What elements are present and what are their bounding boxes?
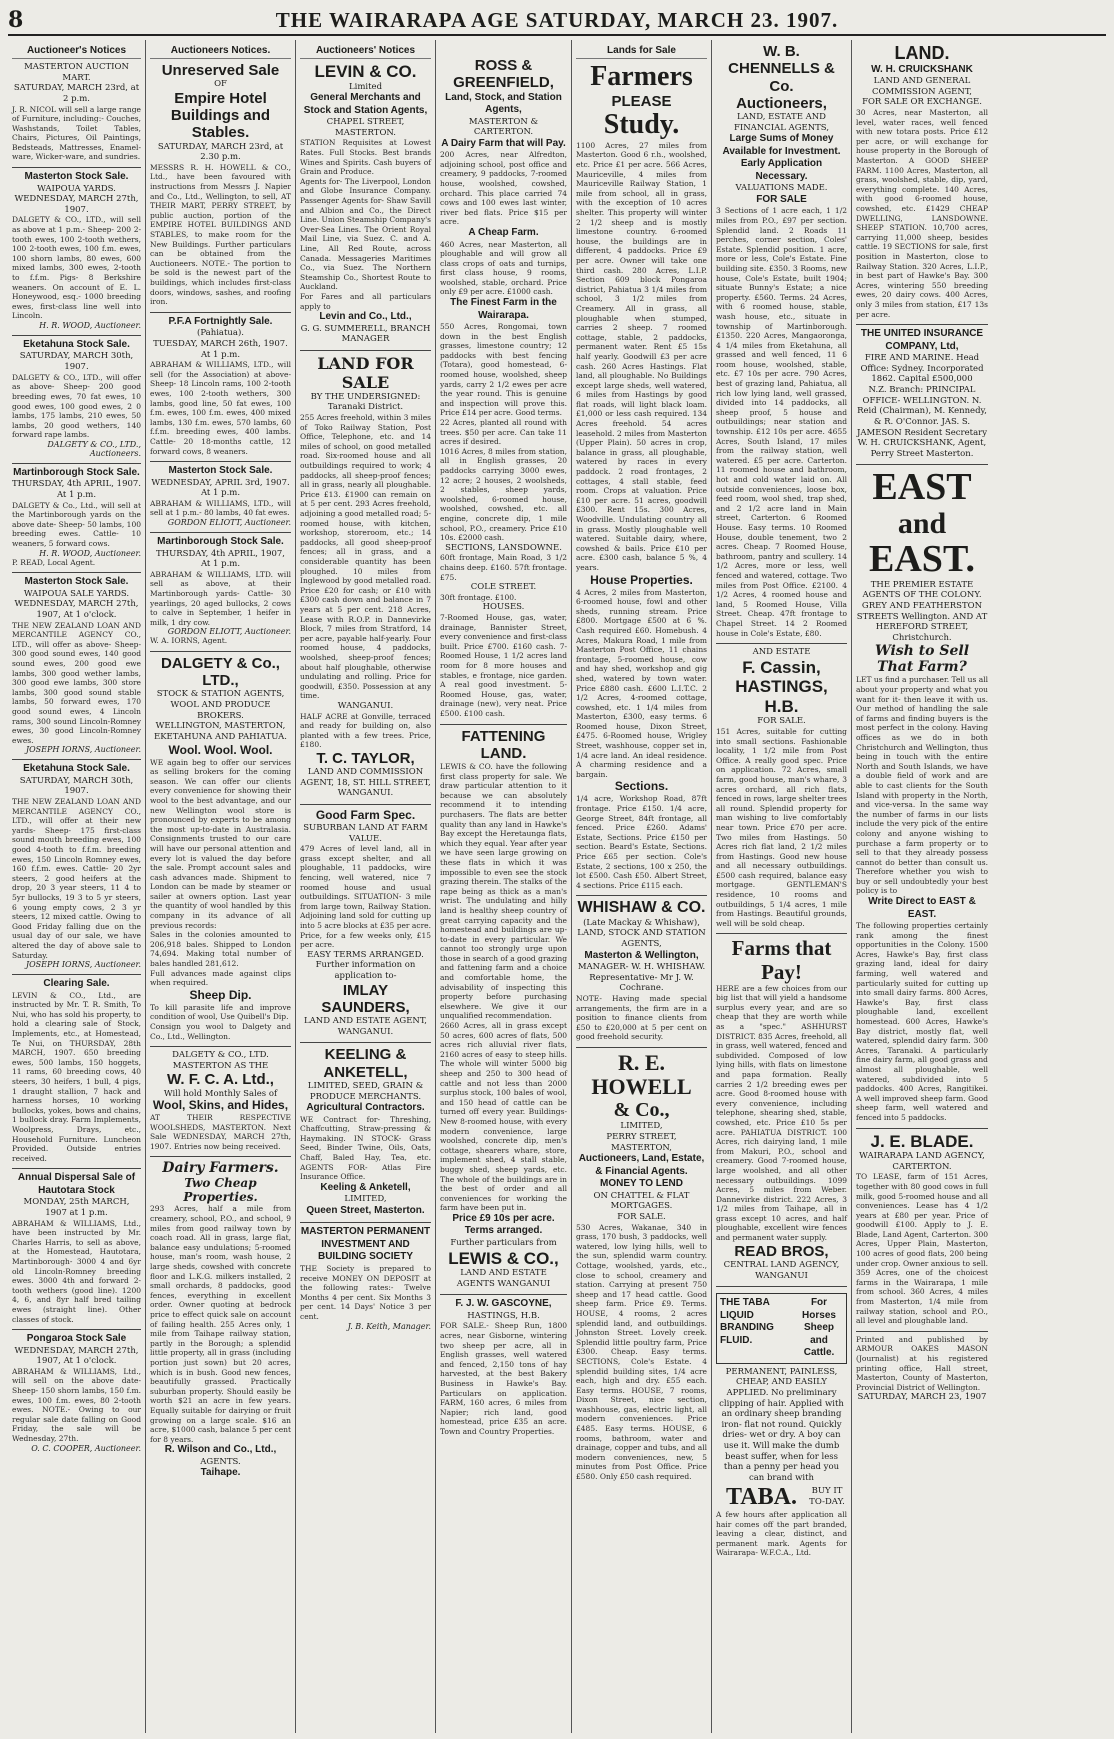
masthead — [8, 6, 1106, 36]
ad-subtitle-3: Large Sums of Money Available for Investment. — [722, 133, 841, 157]
ad-title-2: PLEASE — [611, 92, 672, 110]
ad-date: WEDNESDAY, MARCH 27th, 1907, At 1 o'clock. — [14, 1345, 139, 1367]
ad-title: THE UNITED INSURANCE COMPANY, Ltd, — [860, 328, 984, 352]
ad-title: LAND FOR SALE — [317, 353, 414, 392]
pfa-sale-ad — [150, 313, 291, 462]
gascoyne-ad — [440, 1295, 567, 1441]
ad-agent-role: LAND AND ESTATE AGENTS WANGANUI — [456, 1268, 551, 1289]
ad-date: SATURDAY, MARCH 30th, 1907. — [19, 775, 134, 797]
ad-title: W. F. C. A. Ltd., — [167, 1071, 274, 1089]
whishaw-ad — [576, 896, 707, 1048]
ad-signature: J. B. Keith, Manager. — [347, 1321, 431, 1331]
ad-manager: G. G. SUMMERELL, BRANCH MANAGER — [300, 323, 431, 345]
ad-signature: O. C. COOPER, Auctioneer. — [31, 1443, 141, 1453]
ad-signature: JOSEPH IORNS, Auctioneer. — [25, 960, 141, 970]
good-farm-spec-ad — [300, 805, 431, 1043]
cole-street-heading: COLE STREET. — [470, 582, 537, 593]
eketahuna-stock-sale-2-ad — [12, 760, 141, 975]
ad-subtitle: Auctioneers, — [736, 94, 827, 112]
columns — [8, 40, 1106, 1733]
ad-subtitle: Two Cheap Properties. — [183, 1176, 258, 1205]
cole-street-body: 30ft frontage. £100. — [440, 592, 517, 602]
howell-ad — [576, 1048, 707, 1487]
dairy-farm-heading: A Dairy Farm that will Pay. — [441, 137, 566, 149]
ad-title-and: and — [897, 507, 947, 541]
ad-body: DALGETY & CO., LTD., will sell as above at 1 p.m.- Sheep- 200 2-tooth ewes, 100 2-tooth wethers, 100 2-tooth ewes, 100 f.m. ewes, 100 shorn lambs, 80 ewes, 600 mixed lambs, 300 ewes, 2-tooth to f.f.m. Pigs- 8 Berkshire weaners. On account of E. L. Honeywood, esq.- 1000 breeding ewes, first-class line well into Lincoln. — [12, 215, 141, 321]
ad-body: PERMANENT, PAINLESS, CHEAP, AND EASILY APPLIED. No preliminary clipping of hair. Applied with an ordinary sheep branding iron- flat not round. Quickly dries- wet or dry. A boy can use it. Will make the dumb beast suffer, when for less than a penny per head you can brand with — [719, 1366, 844, 1483]
ad-title: Unreserved Sale — [161, 62, 280, 79]
ad-place: WANGANUI. — [337, 700, 394, 711]
eketahuna-stock-sale-ad — [12, 336, 141, 464]
ad-subtitle: Land, Stock, and Station Agents, — [445, 91, 562, 115]
ad-body: ABRAHAM & WILLIAMS, Ltd., have been instructed by Mr. Charles Harris, to sell as above, at the Homestead, Hautotara, Martinborough- 3000 4 and 6yr old Lincoln-Romney breeding ewes. 3000 4th and forward 2-tooth wethers (good line). 1200 4, 6, and 8yr half bred tailing ewes (straight line). Other classes of stock. — [12, 1218, 141, 1324]
ad-subtitle: BY THE UNDERSIGNED: — [310, 391, 421, 402]
ad-agent-name: LEWIS & CO., — [448, 1248, 559, 1268]
ad-title: Pongaroa Stock Sale — [26, 1333, 127, 1345]
ad-place: HASTINGS, H.B. — [735, 677, 828, 716]
ad-place: Queen Street, Masterton. — [306, 1204, 425, 1216]
ad-agent: P. READ, Local Agent. — [12, 557, 96, 567]
ad-intro: Further information on application to- — [315, 960, 416, 982]
ad-title: Farms that Pay! — [731, 936, 832, 984]
wfca-sales-ad — [150, 1047, 291, 1157]
clearing-sale-ad — [12, 975, 141, 1169]
ad-body: WE again beg to offer our services as selling brokers for the coming season. We can offer our clients every convenience for showing their wool to the best advantage, and our new Wellington wool store is pronounced by experts to be among the most up-to-date in Australasia. Consignments trusted to our care will have our personal attention and every lot is valued the day before the sale. Prompt account sales and cash advances made. Shipment to London can be made by steamer or sailer at owners option. Last year the quantity of wool handled by this company in its advance of all previous records: — [150, 757, 291, 930]
ad-signature: Levin and Co., Ltd., — [319, 311, 412, 323]
ad-subtitle-2: LAND, STOCK AND STATION AGENTS, — [577, 928, 706, 950]
ad-body: AT THEIR RESPECTIVE WOOLSHEDS, MASTERTON. Next Sale WEDNESDAY, MARCH 27th, 1907. Entries now being received. — [150, 1113, 291, 1151]
ad-subtitle: W. H. CRUICKSHANK — [871, 63, 973, 75]
taba-box — [716, 1293, 847, 1364]
ad-title: ROSS & GREENFIELD, — [453, 57, 554, 92]
imprint-date: SATURDAY, MARCH 23, 1907 — [857, 1392, 987, 1403]
ad-body: TO LEASE, farm of 151 Acres, together with 80 good cows in full milk, good 5-roomed house and all conveniences. Lease has 4 1/2 years at £80 per year. Price of goodwill £100. Apply to J. E. Blade, Land Agent, Carterton. 300 Acres, Upper Plain, Masterton, 100 acres of good flats, 200 being under crop. Owner anxious to sell. 359 Acres, one of the choicest farms in the Wairarapa, 1 mile from school. 360 Acres, 4 miles from Masterton, 1/4 mile from railway station, school and P.O., all level and ploughable land. — [856, 1172, 988, 1326]
wish-to-sell-heading: Wish to Sell That Farm? — [874, 643, 970, 676]
ad-subtitle: STOCK & STATION AGENTS, WOOL AND PRODUCE BROKERS. — [156, 689, 285, 721]
ad-body: 293 Acres, half a mile from creamery, school, P.O., and school, 9 miles from good railway town by coach road. All in grass, large flat, balance easy undulations; 5-roomed house, man's room, wash house, 2 large sheds, cowshed with concrete floor and L.K.G. milkers installed, 2 small orchards, 8 paddocks, good fences, everything in excellent order. Owner quoting at bedrock price to effect quick sale on account of failing health. 255 Acres only, 1 mile from Taihape railway station, partly in the Borough; a splendid little property, all in grass (including portion just sown) but 20 acres, which is in bush. Good new fences, beautifully grassed. Practically suburban property. Should easily be worth $21 an acre in few years. Equally suitable for dairying or fruit growing on a large scale. $16 an acre, $1000 cash, balance 5 per cent for 8 years. — [150, 1204, 291, 1444]
chennells-ad — [716, 40, 847, 644]
land-for-sale-taranaki-ad — [300, 351, 431, 805]
wool-heading: Wool. Wool. Wool. — [168, 742, 273, 757]
ad-title: MASTERTON AUCTION MART. — [24, 62, 129, 83]
imprint-text: Printed and published by ARMOUR OAKES MASON (Journalist) at his registered printing office, Hall street, Masterton, County of Masterton, Provincial District of Wellington. — [856, 1334, 988, 1392]
money-to-lend-sub: ON CHATTEL & FLAT MORTGAGES. — [593, 1190, 690, 1212]
column-header: Auctioneer's Notices — [12, 43, 141, 59]
ad-district: Taranaki District. — [327, 402, 404, 413]
finest-farm-body: 550 Acres, Rongomai, town down in the best English grasses, limestone country; 12 paddocks with best fencing (Totara), good homestead, 6-roomed house, woolshed, sheep yards, carry 2 1/2 ewes per acre the year round. This is genuine and inspection will prove this. Price £14 per acre. Good terms. — [440, 322, 567, 418]
levin-co-ad — [300, 40, 431, 351]
acres-1016-body: 1016 Acres, 8 miles from station, all in English grasses, 20 paddocks carrying 3000 ewes, 12 acre; 2 houses, 2 woolsheds, 2 stables, sheep yards, woolshed, 6-roomed house, woolshed, cowshed, etc. all engine, concrete dip, 1 mile school, P.O., creamery. Price £10 10s. £2000 cash. — [440, 446, 567, 543]
ad-body: ABRAHAM & WILLIAMS, LTD., will sell (for the Association) at above- Sheep- 18 Lincoln rams, 100 2-tooth ewes, 100 2-tooth wethers, 300 lambs, good line, 50 fat ewes, 100 f.m. ewes, 100 f.m. ewes, 400 mixed lambs, 130 f.m. ewes, 570 lambs, 60 f.f.m. breeding ewes, 400 lambs. Cattle- 20 18-months cattle, 12 forward cows, 8 weaners. — [150, 360, 291, 456]
ad-agent-name: T. C. TAYLOR, — [316, 749, 415, 767]
sections-body: 60ft frontage, Main Road, 3 1/2 chains deep. £160. 57ft frontage. £75. — [440, 553, 567, 582]
column-7 — [852, 40, 992, 1733]
ad-subtitle-2: General Merchants and Stock and Station Agents, — [303, 92, 428, 116]
sheep-dip-heading: Sheep Dip. — [189, 987, 252, 1002]
ad-signature: JOSEPH IORNS, Auctioneer. — [25, 745, 141, 755]
ad-date: WEDNESDAY, APRIL 3rd, 1907. At 1 p.m. — [151, 477, 290, 499]
ad-agent-role: AGENTS. — [200, 1456, 241, 1467]
ad-body: THE NEW ZEALAND LOAN AND MERCANTILE AGENCY CO., LTD., will offer at their new yards- Sheep- 175 first-class sound mouth breeding ewes, 100 good 4-tooth to f.f.m. breeding ewes, 150 Lincoln Romney ewes, 160 f.f.m. ewes. Cattle- 20 2yr steers, 2 good heifers at the drop, 20 3 year steers, 11 4 to 5yr bullocks, 19 3 to 5 yr steers, 6 young empty cows, 2 3 yr steers, 12 mixed cattle. Owing to Good Friday falling due on the usual day of our sale, we have altered the day of above sale to Saturday. — [12, 797, 141, 960]
ad-title: FATTENING LAND. — [461, 727, 546, 762]
ad-call-to-action: BUY IT TO-DAY. — [809, 1486, 845, 1507]
ad-title: Clearing Sale. — [43, 978, 110, 990]
ad-title: F. Cassin, — [742, 657, 821, 677]
ad-title: Annual Dispersal Sale of Hautotara Stock — [17, 1172, 136, 1196]
dairy-farmers-ad — [150, 1157, 291, 1484]
ad-body-end: Full advances made against clips when required. — [150, 968, 291, 988]
ad-title: Farmers — [590, 61, 693, 92]
ad-place: Masterton & Wellington, — [584, 949, 699, 961]
keeling-anketell-ad — [300, 1043, 431, 1223]
sheep-dip-signature: Consign you wool to Dalgety and Co., Ltd., Wellington. — [150, 1022, 291, 1041]
ad-agent-role: CENTRAL LAND AGENCY, WANGANUI — [723, 1259, 840, 1281]
ad-brand: TABA. — [726, 1483, 797, 1510]
dairy-farm-body: 200 Acres, near Alfredton, adjoining school, post office and creamery, 9 paddocks, 7-roomed house, woolshed, cowshed, orchard. This place carried 74 cows and 100 ewes last winter, river bed flats. Price $15 per acre. — [440, 150, 567, 227]
ad-title: MASTERTON PERMANENT INVESTMENT AND BUILDING SOCIETY — [300, 1226, 431, 1263]
ad-body: MESSRS R. H. HOWELL & CO., Ltd., have been favoured with instructions from Messrs J. Napier and Co., Ltd., Wellington, to sell, AT THEIR MART, PERRY STREET, by public auction, portion of the EMPIRE HOTEL BUILDINGS AND STABLES, to make room for the New Buildings. Further particulars can be obtained from the Auctioneers. NOTE.- The portion to be sold is the newest part of the buildings, which includes first-class doors, windows, sashes, and roofing iron. — [150, 162, 291, 307]
ad-body: DALGETY & CO., LTD., will offer as above- Sheep- 200 good breeding ewes, 70 fat ewes, 10 good ewes, 100 good ewes, 2 0 lambs, 175 lambs, 210 ewes, 50 lambs, 20 good wethers, 140 forward rape lambs. — [12, 372, 141, 440]
ad-note: NOTE- Having made special arrangements, the firm are in a position to finance clients from £50 to £20,000 at 5 per cent on good freehold security. — [576, 994, 707, 1042]
ad-subtitle: HASTINGS, H.B. — [467, 1310, 540, 1321]
ad-place: PERRY STREET, MASTERTON, — [606, 1131, 677, 1153]
ad-body: LEVIN & CO., Ltd., are instructed by Mr. T. R. Smith, To Nui, who has sold his property, to hold a clearing sale of Stock, Implements, etc., at Homestead, Te Nui, on THURSDAY, 28th MARCH, 1907. 650 breeding ewes, 500 lambs, 150 hoggets, 11 rams, 60 breeding cows, 40 steers, 30 heifers, 1 bull, 4 pigs, 1 draught stallion, 7 hack and harness horses, 10 working bullocks, yokes, bows and chains, 1 bullock dray. Farm Implements, Woolpress, Drays, etc., Household Furniture. Luncheon Provided. Outside entries received. — [12, 990, 141, 1163]
ad-body: WE Contract for- Threshing, Chaffcutting, Straw-pressing & Haymaking. IN STOCK- Grass Seed, Binder Twine, Oils, Oats, Chaff, Baled Hay, Tea, etc. AGENTS FOR- Atlas Fire Insurance Office. — [300, 1114, 431, 1182]
ad-body: 255 Acres freehold, within 3 miles of Toko Railway Station, Post Office, Telephone, etc. and 14 miles of school, on good metalled road. Six-roomed house and all outbuildings required to work; 4 paddocks, all sheep-proof fences; all in grass, nearly all ploughable. Price £13. £1900 can remain on at 5 per cent. 293 Acres freehold, adjoining a good metalled road; 5-roomed house, with kitchen, workshop, storeroom, etc.; 14 paddocks, all good sheep-proof fences; all in grass, and a considerable quantity has been ploughed. 10 miles from Inglewood by good metalled road. Price £20 for cash; or £10 with £300 cash down and balance in 7 years at 5 per cent. 218 Acres, Lease with R.O.P. in Dannevirke Block, 7 miles from Stratford, 14 per acre, payable half-yearly. Four roomed house, 4 paddocks, woolshed, sheep-proof fences; about half ploughable, otherwise undulating and rolling. Price for goodwill, £350. Possession at any time. — [300, 413, 431, 701]
ad-manager: MANAGER- W. H. WHISHAW. Representative- Mr J. W. Cochrane. — [577, 962, 706, 994]
ad-body: ABRAHAM & WILLIAMS, Ltd., will sell on the above date- Sheep- 150 shorn lambs, 150 f.m. ewes, 100 f.m. ewes, 80 2-tooth ewes. NOTE.- Owing to our regular sale date falling on Good Friday, the sale will be Wednesday, 27th. — [12, 1366, 141, 1443]
ad-body: 3 Sections of 1 acre each, 1 1/2 miles from P.O., £97 per section. Splendid land. 2 Roads 11 perches, corner section, Coles' Estate. Splendid position. 1 acre, more or less, Cole's Estate. Fine building site. £350. 3 Rooms, new house, Cole's Estate, built 1904; situate Bunny's Estate; a nice property. £560. Terms. 24 Acres, with 6 roomed house, stable, wash house, etc., situate in township of Martinborough. £1350. 220 Acres, Mangaoronga, 4 1/4 miles from Eketahuna, all grassed and well fenced, 11 6 room house, woolshed, stable, etc. £7 10s per acre. 790 Acres, best of grazing land, Pahiatua, all rich low lying land, well grassed, divided into 14 paddocks, all sheep proof, 5 house and outbuildings; near station and township. £12 10s per acre. 4655 Acres, South Island, 17 miles from the railway station, well watered. £5 per acre. Carterton. 11 roomed house and bathroom, hot and cold water laid on. All outside conveniences, loose box, feed room, wool shed, trap shed, and 2 1/2 acre land in Main street, Carterton. 6 Roomed House. Easy terms. 10 Roomed House, double tenement, two 2 acres. Cheap. 7 Roomed House, bathroom, pantry and scullery. 14 1/2 Acres, more or less, well fenced and watered, cottage. Two miles from Post Office. £2100. 4 1/2 Acres, 4 roomed house and land, 5 Roomed House, Villa Street. Cheap. 47ft frontage to Chapel Street. 14 2 Roomed house in Cole's Estate, £80. — [716, 206, 847, 638]
write-direct: Write Direct to EAST & EAST. — [868, 896, 976, 920]
sections-heading: Sections. — [614, 779, 669, 794]
ad-title: LEVIN & CO. — [314, 62, 417, 81]
ad-heading: Agricultural Contractors. — [306, 1102, 425, 1114]
ad-intro: AND ESTATE — [752, 647, 811, 658]
ad-title: THE TABA LIQUID BRANDING FLUID. — [720, 1297, 774, 1346]
ad-subtitle: (Late Mackay & Whishaw), — [583, 917, 700, 928]
ad-agent-place: Taihape. — [200, 1467, 241, 1479]
ad-subtitle: WAIPOUA SALE YARDS. — [23, 588, 130, 599]
auction-mart-ad — [12, 40, 141, 168]
house-properties-heading: House Properties. — [590, 572, 693, 587]
fattening-land-ad — [440, 725, 567, 1296]
ad-title: KEELING & ANKETELL, — [323, 1046, 408, 1081]
page-number: 8 — [8, 7, 24, 33]
ad-agent-name: IMLAY SAUNDERS, — [321, 981, 410, 1016]
ad-title: W. B. CHENNELLS & Co. — [728, 43, 835, 95]
ad-body-2: HALF ACRE at Gonville, terraced and ready for building on, also planted with a few trees. Price, £180. — [300, 711, 431, 750]
ad-subtitle-5: VALUATIONS MADE. — [735, 183, 828, 194]
ad-body: LEWIS & CO. have the following first class property for sale. We draw particular attention to it because we can absolutely recommend it to intending purchasers. The flats are better quality than any land in Hawke's Bay except the Heretaunga flats, which they equal. Year after year we have seen large growing on these flats in which it was impossible to even see the stock grazing therein. The stalks of the rape being as thick as a man's wrist. The undulating and hilly land is healthy sheep country of great carrying capacity and the homestead and buildings are up-to-date in every particular. We cannot too strongly urge upon those in search of a good grazing and fattening farm and a choice and comfortable home, the advisability of inspecting this property before purchasing elsewhere. We give it our unqualified recommendation. — [440, 762, 567, 1021]
ad-role: Auctioneers, Land, Estate, & Financial Agents. — [578, 1153, 705, 1177]
column-2 — [146, 40, 296, 1733]
ad-body: THE Society is prepared to receive MONEY ON DEPOSIT at the following rates:- Twelve Months 4 per cent. Six Months 3 per cent. 14 Days' Notice 3 per cent. — [300, 1263, 431, 1321]
ad-date: WEDNESDAY, MARCH 27th, 1907, At 1 o'clock. — [14, 599, 139, 620]
ad-agents-list: Agents for- The Liverpool, London and Globe Insurance Company. Passenger Agents for- Shaw Savill and Albion and Co., the Direct Line. Union Steamship Company's Over-Sea Lines. The Orient Royal Mail Line, via Suez. C. and A. Line, All Red Route, across Canada. Messageries Maritimes Co., via Suez. The Northern Steamship Co., Shortest Route to Auckland. — [300, 176, 431, 292]
cruickshank-ad — [856, 40, 988, 325]
ad-places: WELLINGTON, MASTERTON, EKETAHUNA AND PAHIATUA. — [154, 721, 287, 742]
column-4 — [436, 40, 572, 1733]
newspaper-title: THE WAIRARAPA AGE SATURDAY, MARCH 23. 1907. — [275, 7, 839, 32]
ad-title: LAND. — [894, 43, 950, 63]
ad-agent-name: R. Wilson and Co., Ltd., — [164, 1444, 277, 1456]
ad-branch: N.Z. Branch: PRINCIPAL OFFICE- WELLINGTON. N. Reid (Chairman), M. Kennedy, & R. O'Connor. JAS. S. JAMESON Resident Secretary — [856, 385, 987, 438]
ad-body: STATION Requisites at Lowest Rates. Full Stocks. Best brands Wines and Spirits. Cash buyers of Grain and Produce. — [300, 138, 431, 177]
ad-subtitle: SUBURBAN LAND AT FARM VALUE. — [303, 823, 428, 844]
ad-signature: H. R. WOOD, Auctioneer. — [39, 320, 141, 330]
ad-subtitle: LIMITED, SEED, GRAIN & PRODUCE MERCHANTS. — [307, 1080, 424, 1102]
column-1 — [8, 40, 146, 1733]
ad-date: THURSDAY, 4th APRIL, 1907. At 1 p.m. — [12, 479, 141, 500]
acres-22-body: 22 Acres, planted all round with trees. $50 per acre. Can take 11 acres if desired. — [440, 418, 567, 447]
ad-subtitle: LIMITED, — [620, 1121, 663, 1132]
ad-agent-role: LAND AND ESTATE AGENT, WANGANUI. — [303, 1016, 427, 1037]
ad-place: MASTERTON & CARTERTON. — [468, 116, 539, 138]
ad-agent: W. A. IORNS, Agent. — [150, 636, 228, 646]
houses-heading: HOUSES. — [482, 602, 525, 613]
ad-title: EAST — [872, 466, 972, 509]
ad-terms: EASY TERMS ARRANGED. — [307, 949, 424, 960]
ad-date: TUESDAY, MARCH 26th, 1907. At 1 p.m. — [153, 338, 288, 360]
ad-signature: Keeling & Anketell, — [320, 1181, 411, 1193]
ross-greenfield-ad — [440, 40, 567, 725]
for-sale-body: 530 Acres, Wakanae, 340 in grass, 170 bush, 3 paddocks, well watered, low lying hills, well to the sun, splendid warm country. Cottage, woolshed, yards, etc., close to school, creamery and station. Carrying at present 750 sheep and 17 head cattle. Good sheep farm. Price £9. Terms. HOUSE, 4 rooms, 2 acres splendid land, and outbuildings. Johnston Street. Lovely creek. Splendid little poultry farm, Price £300. Cheap. Easy terms. SECTIONS, Cole's Estate. 4 splendid building sites, 1/4 acre each, high and dry. £55 each. Easy terms. HOUSE, 7 rooms, Dixon Street, nice section, washhouse, gas, electric light, all modern conveniences. Price £485. Easy terms. HOUSE, 6 rooms, bathroom, water and drainage, copper and tubs, and all modern conveniences, new, 5 minutes from Post Office. Price £580. Only £50 cash required. — [576, 1222, 707, 1482]
column-header: Auctioneers Notices. — [150, 43, 291, 59]
ad-title: DALGETY & Co., LTD., — [161, 654, 280, 690]
ad-date: WEDNESDAY, MARCH 27th, 1907. — [14, 194, 139, 215]
ad-title: R. E. HOWELL — [591, 1049, 692, 1100]
ad-subtitle: WAIPOUA YARDS. — [37, 183, 116, 194]
for-sale-heading: FOR SALE. — [617, 1211, 666, 1222]
ad-signature: DALGETY & CO., LTD., Auctioneers. — [47, 439, 141, 458]
column-5 — [572, 40, 712, 1733]
masterton-stock-sale-ad — [12, 168, 141, 336]
farmers-please-study-ad — [576, 40, 707, 896]
ad-subtitle-3: FOR SALE OR EXCHANGE. — [862, 97, 982, 108]
ad-body: HERE are a few choices from our big list that will yield a handsome surplus every year, and are so cheap that they are worth while as a "spec." ASHHURST DISTRICT. 835 Acres, freehold, all in grass, well watered, fenced and subdivided. Composed of low lying hills, with flats on limestone and papa formation. Really carries 2 1/2 breeding ewes per acre. Good 8-roomed house with every convenience, including telephone, shearing shed, stable, cowshed, etc. Price £10 5s per acre. PAHIATUA DISTRICT. 100 Acres, rich dairying land, 1 mile from Makuri, P.O., school and creamery. Good 7-roomed house, large woolshed, and all other necessary outbuildings. 1099 Acres, 5 miles from Weber. Dannevirke district. 222 Acres, 3 1/2 miles from Taihape, all in grass except 10 acres, and half ploughable, excellent wire fences and permanent water supply. — [716, 983, 847, 1243]
money-to-lend-heading: MONEY TO LEND — [600, 1178, 683, 1190]
ad-title: Martinborough Stock Sale. — [13, 466, 140, 478]
pongaroa-stock-sale-ad — [12, 1330, 141, 1458]
ad-title: Eketahuna Stock Sale. — [23, 338, 130, 350]
ad-subtitle: (Pahiatua). — [197, 328, 244, 339]
wish-to-sell-body: LET us find a purchaser. Tell us all about your property and what you want for it- then leave it with us. Our method of handling the sale of farms and finding buyers is the most perfect in the colony. Having offices as we do in both Christchurch and Wellington, thus being in touch with the entire North and South Islands, we have a double field of work and are able to cast clients for the South Island with property in the North, and vice-versa. In the same way the number of farms in our lists include the very pick of the entire colony and anyone wishing to purchase a farm property or to sell to that they already possess cannot do better than consult us. Therefore whether you wish to buy or sell undoubtedly your best policy is to — [856, 675, 988, 896]
column-header: Lands for Sale — [576, 43, 707, 59]
wool-statistics: Sales in the colonies amounted to 206,918 bales. Shipped to London 74,694. Making total number of bales handled 281,612. — [150, 930, 291, 969]
martinborough-april-sale-ad — [150, 533, 291, 652]
ad-body-2: For Fares and all particulars apply to — [300, 291, 431, 311]
ad-title: Dairy Farmers. — [162, 1160, 279, 1177]
ad-subtitle: WAIRARAPA LAND AGENCY, CARTERTON. — [859, 1151, 985, 1172]
ad-signature: GORDON ELIOTT, Auctioneer. — [167, 627, 291, 637]
ad-body-2: 2660 Acres, all in grass except 50 acres, 600 acres of flats, 500 acres rich alluvial river flats, 2160 acres of easy to steep hills. The whole will winter 5000 big sheep and 250 to 300 head of cattle and not less than 2000 surplus stock, 100 bales of wool, and 150 head of cattle can be turned off every year. Buildings- New 8-roomed house, with every modern convenience, large woolshed, concrete dip, men's cottage, shearers whare, store, implement shed, 4 stall stable, buggy shed, sheep yards, etc. The whole of the buildings are in the best of order and all conveniences for working the farm have been put in. — [440, 1021, 567, 1213]
house-properties-body: 4 Acres, 2 miles from Masterton, 6-roomed house, fowl and other sheds, running stream. Price £800. Mortgage £500 at 6 %. Cash required £60. Homebush. 4 Acres, Makura Road, 1 mile from Masterton Post Office, 11 chains frontage, 5-roomed house, cow and hay shed, workshop and gig shed, watered by town water. Price £880 cash. £600 L.I.T.C. 2 1/2 Acres, 4-roomed cottage, cowshed, etc. 1 1/4 miles from Masterton, £300, easy terms. 6 Roomed house, Dixon Street, £475. 6-Roomed house, Wrigley Street, washhouse, copper set in, 1/4 acre land. An ideal residence. A charming residence and a bargain. — [576, 587, 707, 779]
ad-subtitle: FIRE AND MARINE. Head Office: Sydney. Incorporated 1862. Capital £500,000 — [860, 353, 984, 385]
ad-body: THE NEW ZEALAND LOAN AND MERCANTILE AGENCY CO., LTD., will offer as above- Sheep- 300 good sound ewes, 140 good sound ewes, 200 good ewe lambs, 300 good wether lambs, 300 good ewe lambs, 300 store lambs, 300 good sound stable lambs, 50 forward ewes, 170 good sound ewes, 4 Lincoln rams, 300 sound Lincoln-Romney ewes, 30 good Lincoln-Romney ewes. — [12, 620, 141, 745]
finest-farm-heading: The Finest Farm in the Wairarapa. — [450, 297, 557, 321]
ad-signature: H. R. WOOD, Auctioneer. — [39, 548, 141, 558]
ad-agent-address: LAND AND COMMISSION AGENT, 18, ST. HILL STREET, WANGANUI. — [300, 767, 431, 799]
ad-subtitle-2: LAND, ESTATE AND FINANCIAL AGENTS, — [733, 112, 830, 133]
masterton-stock-sale-2-ad — [12, 573, 141, 760]
sections-body: 1/4 acre, Workshop Road, 87ft frontage. Price £150. 1/4 acre, George Street, 84ft frontage, all fenced. Price £260. Adams' Estate, Sections. Price £150 per section. Beard's Estate, Sections. Price £65 per section. Cole's Estate, 2 sections, 100 x 250, the lot £500. Cash £50. Albert Street, 4 sections. Price £115 each. — [576, 794, 707, 890]
imprint — [856, 1332, 988, 1408]
ad-title: WHISHAW & CO. — [577, 899, 706, 917]
ad-subtitle-4: Early Application Necessary. — [740, 158, 823, 182]
ad-date: SATURDAY, MARCH 23rd, at 2.30 p.m. — [157, 141, 284, 163]
blade-ad — [856, 1129, 988, 1332]
ad-body: 479 Acres of level land, all in grass except shelter, and all ploughable, 11 paddocks, wire fencing, well watered, nice 7 roomed house and usual outbuildings. SITUATION- 3 mile from large town, Railway Station. Adjoining land sold for cutting up into 5 acre blocks at £35 per acre. Price, for a few weeks only, £15 per acre. — [300, 844, 431, 950]
ad-subtitle: THE PREMIER ESTATE AGENTS OF THE COLONY. GREY AND FEATHERSTON STREETS Wellington. AND AT HEREFORD STREET, Christchurch. — [856, 579, 988, 643]
ad-title: F. J. W. GASCOYNE, — [455, 1298, 552, 1310]
ad-body: FOR SALE.- Sheep Run, 1800 acres, near Gisborne, wintering two sheep per acre, all in English grasses, well watered and fenced, 2,150 tons of hay harvested, at the best Bakery Business in Hawke's Bay. Particulars on application. FARM, 160 acres, 6 miles from Napier; rich land, good homestead, price £35 an acre. Town and Country Properties. — [440, 1321, 567, 1436]
ad-intro: DALGETY & CO., LTD. MASTERTON AS THE — [172, 1050, 269, 1071]
ad-price: Price £9 10s per acre. Terms arranged. — [452, 1212, 555, 1237]
taba-branding-fluid-ad — [716, 1287, 847, 1563]
ad-title-2: Wool, Skins, and Hides, — [152, 1098, 289, 1113]
column-6 — [712, 40, 852, 1733]
east-and-east-ad — [856, 465, 988, 1128]
sheep-dip-body: To kill parasite life and improve condition of wool, Use Quibell's Dip. — [150, 1002, 291, 1022]
ad-body: ABRAHAM & WILLIAMS, LTD. will sell as above, at their Martinborough yards- Cattle- 30 yearlings, 20 aged bullocks, 2 cows to calve in September, 1 heifer in milk, 1 dry cow. — [150, 569, 291, 627]
ad-body-end: A few hours after application all hair comes off the part branded, leaving a clear, distinct, and permanent mark. Agents for Wairarapa- W.F.C.A., Ltd. — [716, 1509, 847, 1558]
ad-body: ABRAHAM & WILLIAMS, LTD., will sell at 1 p.m.- 80 lambs, 40 fat ewes. — [150, 498, 291, 518]
ad-title: Martinborough Stock Sale. — [157, 536, 284, 548]
martinborough-stock-sale-ad — [12, 464, 141, 573]
ad-body: 151 Acres, suitable for cutting into small sections. Fashionable locality, 1 1/2 mile from Post Office. A really good spec. Price on application. 72 Acres, small farm, good house, man's whare, 3 acres orchard, all rich flats, fenced in rows, large shelter trees all round. Splendid property for man wishing to live comfortably near town. Price £70 per acre. Two miles from Hastings. 50 Acres rich flat land, 2 1/2 miles from Hastings. Good new house and all necessary outbuildings. £500 cash required, balance easy mortgage. GENTLEMAN'S residence, 10 rooms and outbuildings, 5 1/4 acres, 1 mile from Hastings. Beautiful grounds, well will be sold cheap. — [716, 726, 847, 928]
ad-date: THURSDAY, 4th APRIL, 1907, At 1 p.m. — [156, 548, 285, 570]
column-3 — [296, 40, 436, 1733]
ad-title: P.F.A Fortnightly Sale. — [168, 315, 273, 327]
ad-date: SATURDAY, MARCH 23rd, at 2 p.m. — [13, 83, 140, 104]
empire-hotel-sale-ad — [150, 40, 291, 313]
cheap-farm-body: 460 Acres, near Masterton, all ploughable and will grow all class crops of oats and turnips, first class house, 9 rooms, woolshed, stable, orchard. Price only £9 per acre. £1000 cash. — [440, 239, 567, 297]
ad-title: Good Farm Spec. — [315, 808, 416, 823]
cheap-farm-heading: A Cheap Farm. — [468, 227, 539, 238]
ad-subtitle: Will hold Monthly Sales of — [163, 1088, 278, 1099]
for-sale-heading: FOR SALE. — [757, 716, 806, 727]
ad-subtitle: OF — [214, 79, 227, 90]
ad-agent-name: READ BROS, — [734, 1242, 829, 1260]
ad-title-2: Empire Hotel Buildings and Stables. — [170, 89, 271, 142]
masterton-stock-sale-april-ad — [150, 462, 291, 533]
ad-address: CHAPEL STREET, MASTERTON. — [326, 117, 405, 138]
ad-title: J. E. BLADE. — [870, 1131, 974, 1151]
ad-title: Eketahuna Stock Sale. — [23, 763, 130, 775]
farms-that-pay-ad — [716, 934, 847, 1287]
united-insurance-ad — [856, 325, 988, 465]
ad-signature: GORDON ELIOTT, Auctioneer. — [167, 518, 291, 528]
ad-title: Masterton Stock Sale. — [24, 171, 129, 183]
ad-subtitle-2: LAND AND GENERAL COMMISSION AGENT, — [872, 76, 972, 97]
ad-title-3: Study. — [603, 109, 680, 141]
dalgety-wool-ad — [150, 652, 291, 1047]
ad-body: J. R. NICOL will sell a large range of Furniture, including:- Couches, Washstands, Toilet Tables, Chairs, Pictures, Oil Paintings, Bedsteads, Mattresses, Enamel-ware, Wicker-ware, and sundries. — [12, 104, 141, 162]
hautotara-dispersal-sale-ad — [12, 1169, 141, 1330]
ad-further: Further particulars from — [450, 1237, 557, 1248]
ad-body: DALGETY & Co., Ltd., will sell at the Martinborough yards on the above date- Sheep- 50 lambs, 100 breeding ewes. Cattle- 10 weaners, 5 forward cows. — [12, 500, 141, 548]
ad-title: Masterton Stock Sale. — [168, 465, 273, 477]
ad-agent: W. H. CRUICKSHANK, Agent, Perry Street Masterton. — [857, 438, 987, 459]
ad-signature-sub: LIMITED, — [344, 1194, 387, 1205]
houses-body: 7-Roomed House, gas, water, drainage, Bannister Street, every convenience and first-class built. Price £700. £160 cash. 7-Roomed House, 1 1/2 acres land room for 8 more houses and stables, e frontage, nice garden. A real good investment. 5-Roomed House, gas, water, drainage (new), very neat. Price £500. £100 cash. — [440, 612, 567, 718]
for-sale-heading: FOR SALE — [756, 193, 807, 205]
ad-date: MONDAY, 25th MARCH, 1907 at 1 p.m. — [23, 1197, 130, 1218]
sections-heading: SECTIONS, LANSDOWNE. — [445, 542, 562, 553]
ad-body: 30 Acres, near Masterton, all level, water races, well fenced with new totara posts. Price £12 per acre, or will exchange for house property in the Borough of Masterton. A GOOD SHEEP FARM. 1100 Acres, Masterton, all grass, woolshed, stable, dip, yard, everything complete. 140 Acres, with good 6-roomed house, cowshed, etc. £1429 CHEAP DWELLING, LANSDOWNE. SHEEP STATION. 10,700 acres, carrying 11,000 sheep, besides cattle. 19 SECTIONS for sale, first position in Masterton, close to Railway Station. 320 Acres, L.I.P., in best part of Hawke's Bay. 300 Acres, wintering 550 breeding ewes, 20 dairy cows. 400 Acres, only 3 miles from station, £17 13s per acre. — [856, 108, 988, 319]
cassin-ad — [716, 644, 847, 934]
column-header: Auctioneers' Notices — [300, 43, 431, 59]
ad-date: SATURDAY, MARCH 30th, 1907. — [19, 351, 134, 373]
ad-title-2: EAST. — [869, 537, 975, 580]
ad-body: 1100 Acres, 27 miles from Masterton. Good 6 r.h., woolshed, etc. Price £1 per acre. 566 Acres, Mauriceville, 4 miles from Mauriceville Railway Station, 1 mile from school, all in grass, with the exception of 10 acres shelter. This property will winter 2 1/2 sheep and is mostly limestone country. 6-roomed house, the buildings are in different, 4 paddocks. Price £9 per acre. Owner will take one third cash. 280 Acres, L.I.P. Section 609 block Pongaroa district, Pahiatua 3 1/4 miles from school, 3 1/2 miles from Creamery. All in grass, all ploughable when stumped, carries 2 sheep. 7 roomed cottage, stable, 2 paddocks, permanent water. Rent £5 15s half yearly. Goodwill £3 per acre cash. 260 Acres Hastings. Flat land, all ploughable. No Buildings except large sheds, well watered, 6 miles from Hastings by good flat roads, will light black loam. £1,000 or less cash required. 134 Acres freehold. 54 acres leasehold. 2 miles from Masterton (Upper Plain). 50 acres in crop, balance in grass, all ploughable, watered by races in every paddock. 2 road frontages, 2 cottages, 4 stall stable, feed room. Crops at valuation. Price £10 per acre. 51 acres, goodwill £300. Rent 15s. 300 Acres, Woodville. Undulating country all in grass. Mostly ploughable well watered. Suitable dairy, where, cowshed & bails. Price £10 per acre. £300 cash, balance 5 %, 4 years. — [576, 140, 707, 572]
ad-body-2: The following properties certainly rank among the finest opportunities in the Colony. 1500 Acres, Hawke's Bay, first class grazing land, ideal for dairy farming, well watered and particularly suited for cutting up into small dairy farms. 800 Acres, Hawke's Bay, first class ploughable land, excellent homestead. 600 Acres, Hawke's Bay district, mostly flat, well watered, splendid dairy farm. 300 Acres, Taranaki. A particularly fine dairy farm, all good grass and almost all ploughable, well watered, subdivided into 5 paddocks. 400 Acres, Rangitikei. A well improved sheep farm. Good sheep farm, well watered and fenced into 5 paddocks. — [856, 921, 988, 1122]
building-society-ad — [300, 1223, 431, 1335]
ad-title: Masterton Stock Sale. — [24, 576, 129, 588]
ad-title-2: & Co., — [613, 1099, 670, 1122]
ad-subtitle: Limited — [348, 81, 383, 92]
ad-side-note: For Horses Sheep and Cattle. — [802, 1297, 836, 1359]
